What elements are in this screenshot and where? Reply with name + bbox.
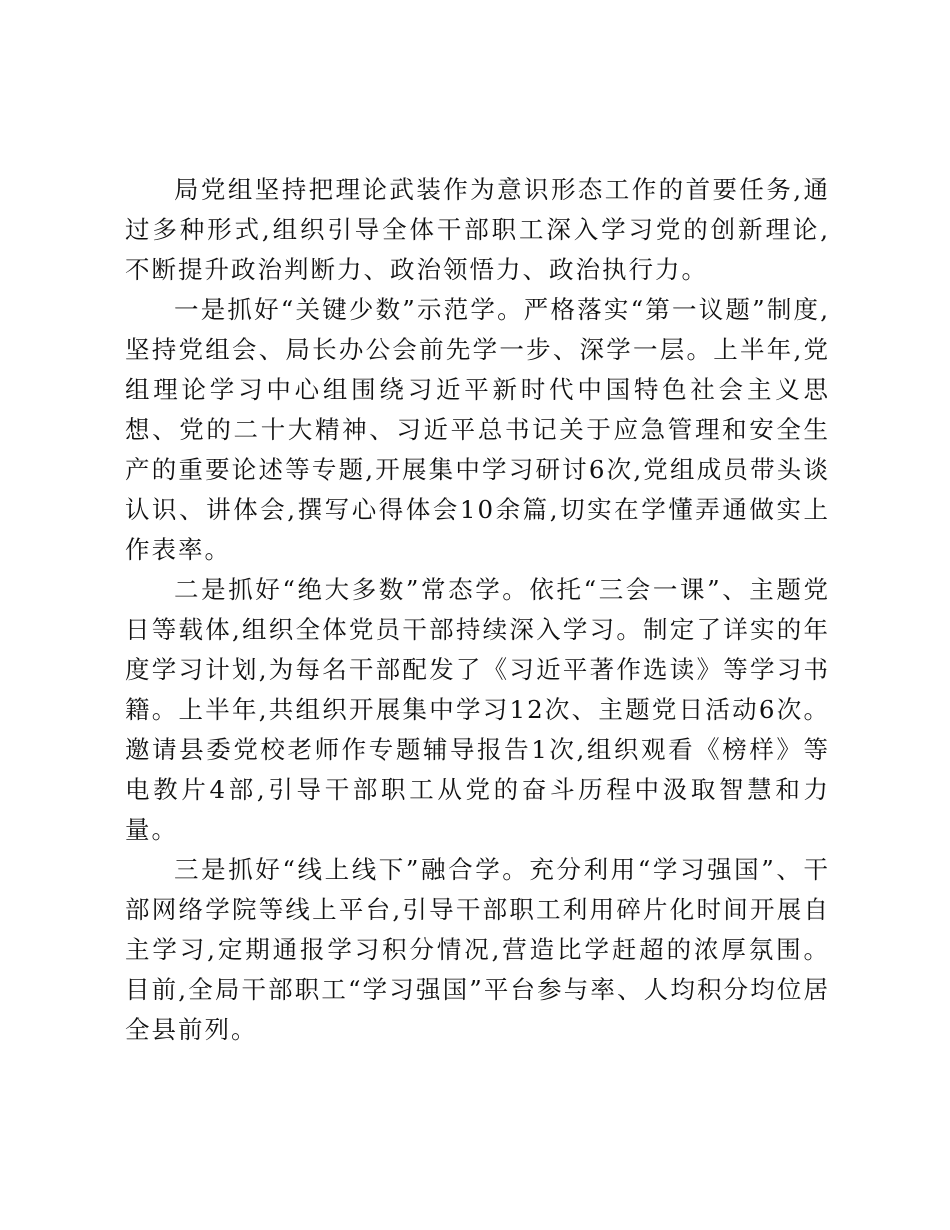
document-body: [125, 170, 830, 1050]
paragraph-key-minority-study: 一是抓好“关键少数”示范学。严格落实“第一议题”制度,坚持党组会、局长办公会前先学一步、深学一层。上半年,党组理论学习中心组围绕习近平新时代中国特色社会主义思想、党的二十大精神、习近平总书记关于应急管理和安全生产的重要论述等专题,开展集中学习研讨6次,党组成员带头谈认识、讲体会,撰写心得体会10余篇,切实在学懂弄通做实上作表率。: [125, 295, 830, 564]
paragraph-online-offline-study: 三是抓好“线上线下”融合学。充分利用“学习强国”、干部网络学院等线上平台,引导干部职工利用碎片化时间开展自主学习,定期通报学习积分情况,营造比学赶超的浓厚氛围。目前,全局干部职工“学习强国”平台参与率、人均积分均位居全县前列。: [125, 855, 830, 1044]
intro-paragraph: 局党组坚持把理论武装作为意识形态工作的首要任务,通过多种形式,组织引导全体干部职工深入学习党的创新理论,不断提升政治判断力、政治领悟力、政治执行力。: [125, 175, 830, 284]
paragraph-majority-routine-study: 二是抓好“绝大多数”常态学。依托“三会一课”、主题党日等载体,组织全体党员干部持续深入学习。制定了详实的年度学习计划,为每名干部配发了《习近平著作选读》等学习书籍。上半年,共组织开展集中学习12次、主题党日活动6次。邀请县委党校老师作专题辅导报告1次,组织观看《榜样》等电教片4部,引导干部职工从党的奋斗历程中汲取智慧和力量。: [125, 575, 830, 844]
